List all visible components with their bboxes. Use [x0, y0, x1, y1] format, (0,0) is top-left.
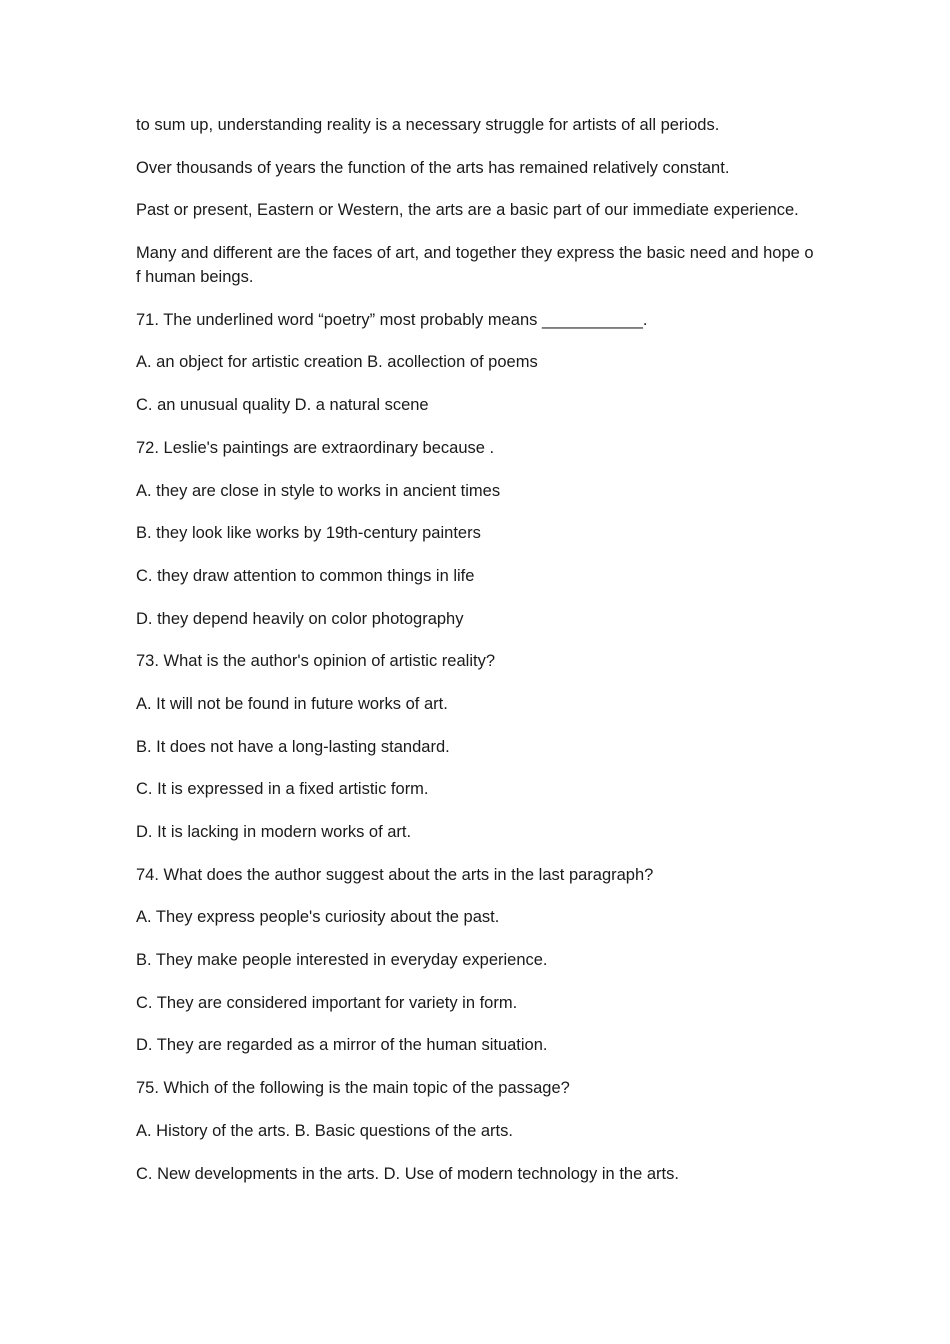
question-74-option-c: C. They are considered important for variety in form. — [136, 993, 518, 1012]
question-71-option-line: A. an object for artistic creation B. acollection of poems — [136, 353, 538, 372]
question-72-option-b: B. they look like works by 19th-century painters — [136, 524, 481, 543]
question-73-option-c: C. It is expressed in a fixed artistic form. — [136, 780, 429, 799]
question-74-option-a: A. They express people's curiosity about the past. — [136, 908, 500, 927]
question-74-option-d: D. They are regarded as a mirror of the human situation. — [136, 1036, 548, 1055]
question-72-option-d: D. they depend heavily on color photography — [136, 609, 464, 628]
question-75-option-line: A. History of the arts. B. Basic questions of the arts. — [136, 1121, 513, 1140]
question-73-option-b: B. It does not have a long-lasting standard. — [136, 737, 450, 756]
question-73-option-a: A. It will not be found in future works of art. — [136, 694, 448, 713]
document-body — [136, 113, 814, 1204]
question-71-option-line: C. an unusual quality D. a natural scene — [136, 396, 429, 415]
passage-paragraph: Many and different are the faces of art, and together they express the basic need and hope of human beings. — [136, 244, 814, 287]
passage-paragraph: to sum up, understanding reality is a necessary struggle for artists of all periods. — [136, 116, 720, 134]
question-74-stem: 74. What does the author suggest about the arts in the last paragraph? — [136, 865, 654, 884]
passage-paragraph: Past or present, Eastern or Western, the arts are a basic part of our immediate experience. — [136, 201, 799, 220]
question-71-stem: 71. The underlined word “poetry” most probably means ___________. — [136, 310, 648, 329]
passage-paragraph: Over thousands of years the function of the arts has remained relatively constant. — [136, 158, 730, 177]
question-73-option-d: D. It is lacking in modern works of art. — [136, 823, 412, 841]
question-72-option-a: A. they are close in style to works in ancient times — [136, 481, 501, 500]
question-72-stem: 72. Leslie's paintings are extraordinary because . — [136, 438, 495, 457]
question-75-option-line: C. New developments in the arts. D. Use of modern technology in the arts. — [136, 1164, 679, 1183]
question-74-option-b: B. They make people interested in everyday experience. — [136, 951, 548, 970]
question-75-stem: 75. Which of the following is the main topic of the passage? — [136, 1079, 570, 1098]
question-72-option-c: C. they draw attention to common things in life — [136, 566, 475, 585]
question-73-stem: 73. What is the author's opinion of artistic reality? — [136, 652, 495, 671]
